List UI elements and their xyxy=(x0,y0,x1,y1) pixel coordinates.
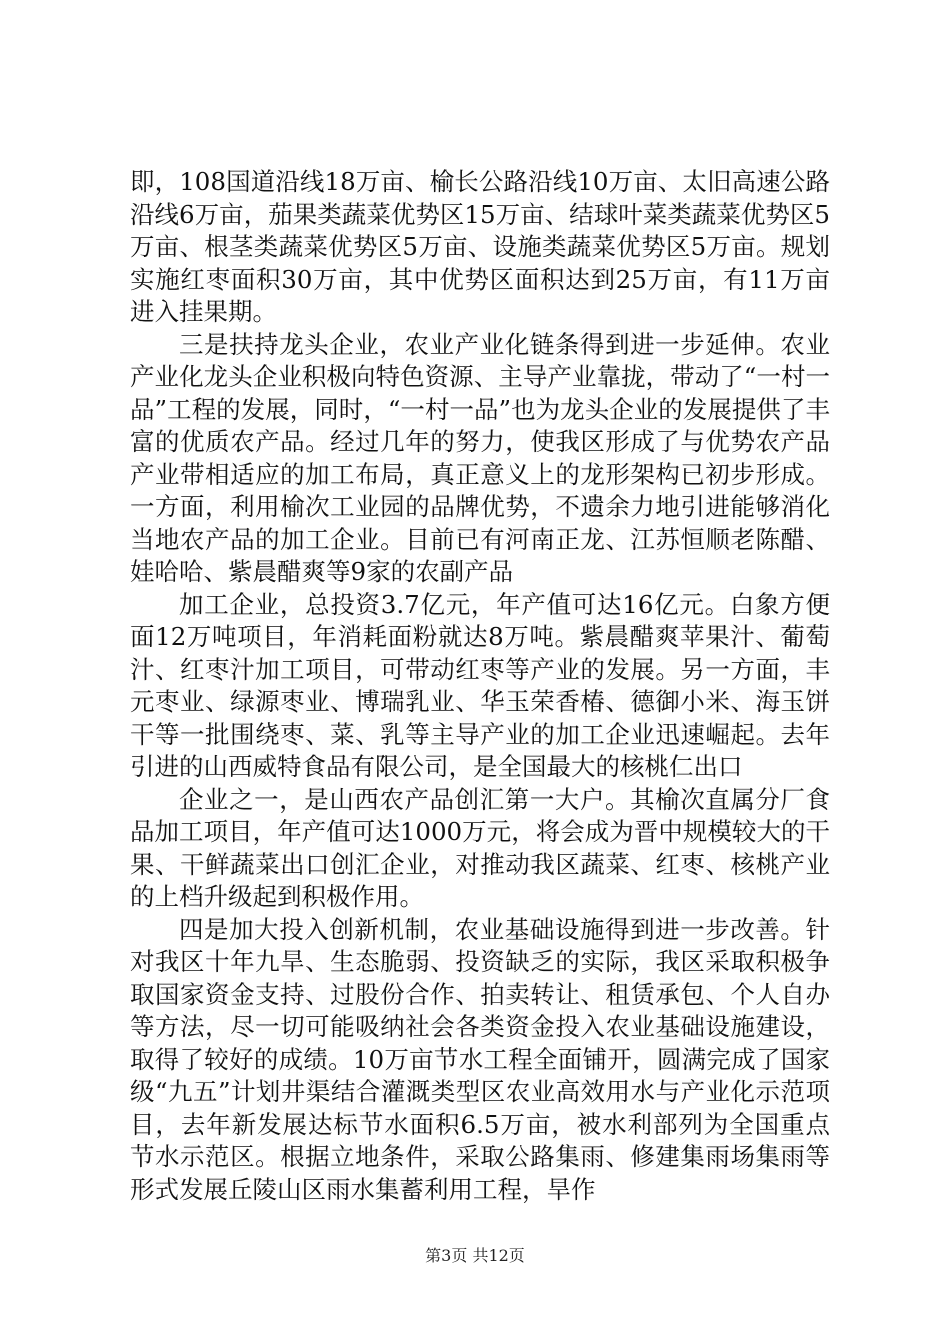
paragraph-1: 即，108国道沿线18万亩、榆长公路沿线10万亩、太旧高速公路沿线6万亩，茄果类蔬菜优势区15万亩、结球叶菜类蔬菜优势区5万亩、根茎类蔬菜优势区5万亩、设施类蔬菜优势区5万亩。规划实施红枣面积30万亩，其中优势区面积达到25万亩，有11万亩进入挂果期。 xyxy=(130,167,830,326)
document-body xyxy=(130,166,830,1206)
paragraph-3: 加工企业，总投资3.7亿元，年产值可达16亿元。白象方便面12万吨项目，年消耗面粉就达8万吨。紫晨醋爽苹果汁、葡萄汁、红枣汁加工项目，可带动红枣等产业的发展。另一方面，丰元枣业、绿源枣业、博瑞乳业、华玉荣香椿、德御小米、海玉饼干等一批围绕枣、菜、乳等主导产业的加工企业迅速崛起。去年引进的山西威特食品有限公司，是全国最大的核桃仁出口 xyxy=(130,589,830,781)
paragraph-2: 三是扶持龙头企业，农业产业化链条得到进一步延伸。农业产业化龙头企业积极向特色资源、主导产业靠拢，带动了“一村一品”工程的发展，同时，“一村一品”也为龙头企业的发展提供了丰富的优质农产品。经过几年的努力，使我区形成了与优势农产品产业带相适应的加工布局，真正意义上的龙形架构已初步形成。一方面，利用榆次工业园的品牌优势，不遗余力地引进能够消化当地农产品的加工企业。目前已有河南正龙、江苏恒顺老陈醋、娃哈哈、紫晨醋爽等9家的农副产品 xyxy=(130,329,830,586)
paragraph-4: 企业之一，是山西农产品创汇第一大户。其榆次直属分厂食品加工项目，年产值可达1000万元，将会成为晋中规模较大的干果、干鲜蔬菜出口创汇企业，对推动我区蔬菜、红枣、核桃产业的上档升级起到积极作用。 xyxy=(130,784,830,911)
paragraph-5: 四是加大投入创新机制，农业基础设施得到进一步改善。针对我区十年九旱、生态脆弱、投资缺乏的实际，我区采取积极争取国家资金支持、过股份合作、拍卖转让、租赁承包、个人自办等方法，尽一切可能吸纳社会各类资金投入农业基础设施建设，取得了较好的成绩。10万亩节水工程全面铺开，圆满完成了国家级“九五”计划井渠结合灌溉类型区农业高效用水与产业化示范项目，去年新发展达标节水面积6.5万亩，被水利部列为全国重点节水示范区。根据立地条件，采取公路集雨、修建集雨场集雨等形式发展丘陵山区雨水集蓄利用工程，旱作 xyxy=(130,914,830,1204)
page-footer: 第3页 共12页 xyxy=(425,1246,525,1265)
